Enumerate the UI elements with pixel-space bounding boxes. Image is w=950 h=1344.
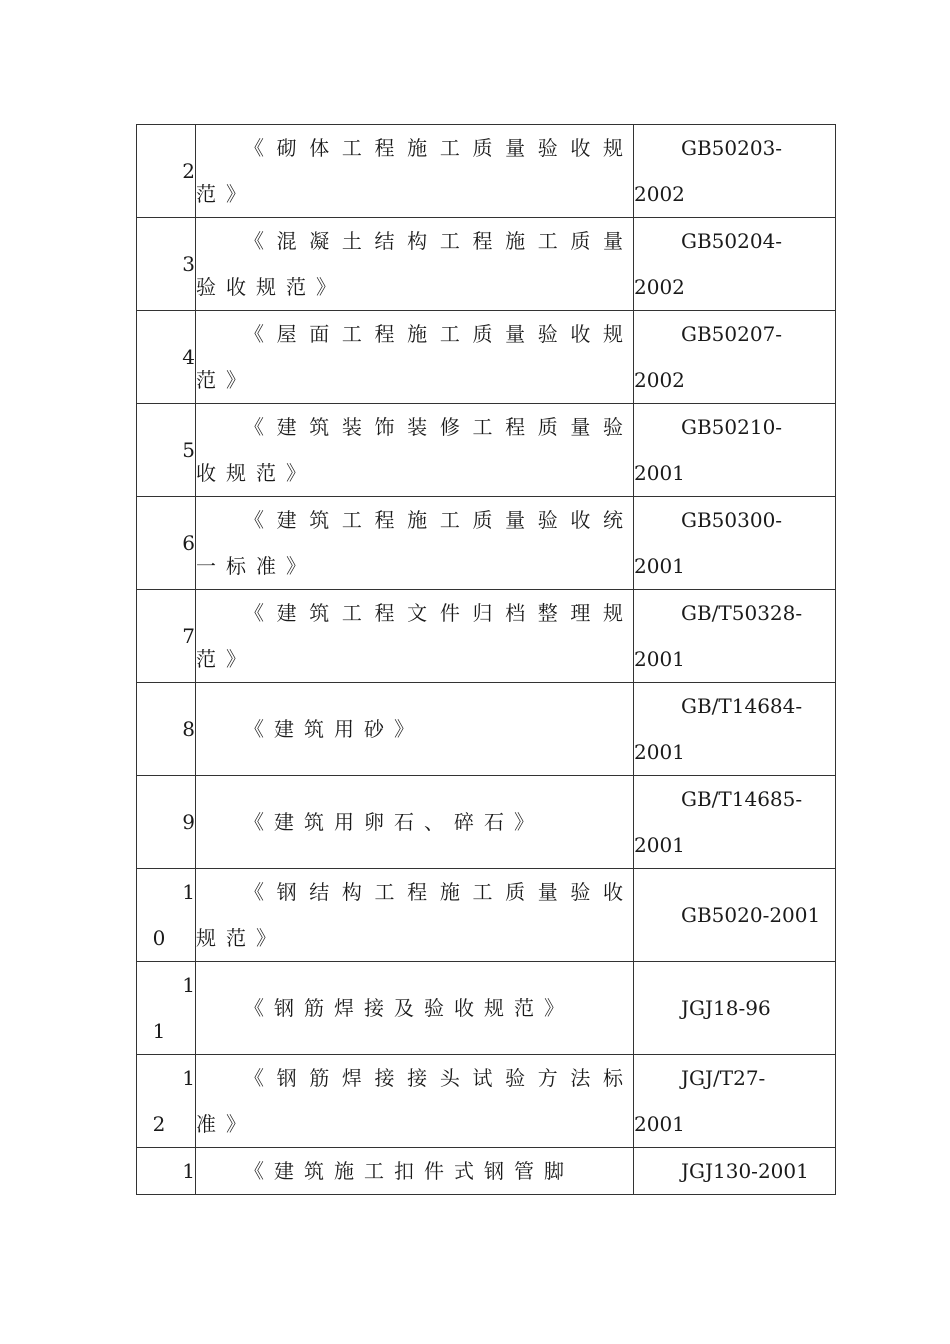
standard-title-text: 《建筑用卵石、碎石》 (244, 810, 544, 834)
standard-title (196, 1148, 634, 1195)
standard-title (196, 311, 634, 404)
table-row (137, 311, 836, 404)
standard-code (634, 404, 836, 497)
standard-title (196, 683, 634, 776)
standard-title-text: 《钢筋焊接及验收规范》 (244, 996, 574, 1020)
table-row (137, 218, 836, 311)
table-row (137, 1055, 836, 1148)
row-number-part: 7 (182, 624, 195, 648)
standard-title (196, 962, 634, 1055)
standard-title (196, 776, 634, 869)
row-number (137, 590, 196, 683)
row-number (137, 125, 196, 218)
row-number (137, 776, 196, 869)
row-number (137, 497, 196, 590)
standard-code-part: 2001 (634, 647, 685, 671)
row-number (137, 404, 196, 497)
standard-title-text: 《建筑工程文件归档整理规范》 (196, 601, 633, 671)
row-number-part: 1 (182, 880, 195, 904)
standard-code-part: JGJ130-2001 (681, 1159, 809, 1183)
table-row (137, 125, 836, 218)
standard-title (196, 497, 634, 590)
standard-code-part: 2001 (634, 461, 685, 485)
table-row (137, 962, 836, 1055)
row-number (137, 311, 196, 404)
table-row (137, 776, 836, 869)
standard-title (196, 590, 634, 683)
standard-title-text: 《钢结构工程施工质量验收规范》 (196, 880, 633, 950)
standard-title-text: 《屋面工程施工质量验收规范》 (196, 322, 633, 392)
table-row (137, 404, 836, 497)
standard-title (196, 869, 634, 962)
standard-code-part: 2002 (634, 368, 685, 392)
row-number (137, 962, 196, 1055)
standard-code (634, 683, 836, 776)
row-number (137, 869, 196, 962)
row-number-part: 6 (182, 531, 195, 555)
standard-title-text: 《建筑装饰装修工程质量验收规范》 (196, 415, 633, 485)
standard-code (634, 218, 836, 311)
table-row (137, 590, 836, 683)
standard-title-text: 《钢筋焊接接头试验方法标准》 (196, 1066, 633, 1136)
standard-code-part: 2001 (634, 1112, 685, 1136)
standard-code-part: JGJ18-96 (681, 996, 771, 1020)
standard-code (634, 1148, 836, 1195)
standard-code (634, 311, 836, 404)
standard-code (634, 590, 836, 683)
row-number-part: 9 (182, 810, 195, 834)
standard-code-part: 2002 (634, 275, 685, 299)
standard-code-part: GB50204- (681, 229, 783, 253)
row-number-part: 5 (182, 438, 195, 462)
standard-code (634, 1055, 836, 1148)
standard-title-text: 《砌体工程施工质量验收规范》 (196, 136, 633, 206)
standard-code-part: GB/T14684- (681, 694, 803, 718)
standard-code-part: 2001 (634, 833, 685, 857)
standard-code (634, 497, 836, 590)
standard-code-part: GB50203- (681, 136, 783, 160)
row-number (137, 1055, 196, 1148)
standard-code-part: GB/T50328- (681, 601, 803, 625)
standard-title-text: 《建筑工程施工质量验收统一标准》 (196, 508, 633, 578)
table-row (137, 1148, 836, 1195)
row-number (137, 218, 196, 311)
row-number-part: 2 (152, 1112, 166, 1136)
standard-code-part: GB50300- (681, 508, 783, 532)
row-number-part: 1 (182, 973, 195, 997)
standard-code (634, 125, 836, 218)
standard-code-part: GB50210- (681, 415, 783, 439)
standards-table (136, 124, 836, 1195)
row-number-part: 1 (152, 1019, 166, 1043)
row-number-part: 1 (182, 1159, 195, 1183)
row-number-part: 1 (182, 1066, 195, 1090)
standard-title-text: 《建筑施工扣件式钢管脚 (244, 1159, 574, 1183)
standard-code-part: 2002 (634, 182, 685, 206)
row-number (137, 683, 196, 776)
standard-title-text: 《建筑用砂》 (244, 717, 424, 741)
standard-code-part: 2001 (634, 740, 685, 764)
standard-title (196, 218, 634, 311)
standard-code-part: JGJ/T27- (681, 1066, 766, 1090)
standard-title (196, 125, 634, 218)
row-number-part: 8 (182, 717, 195, 741)
row-number-part: 2 (182, 159, 195, 183)
row-number-part: 4 (182, 345, 195, 369)
row-number-part: 3 (182, 252, 195, 276)
standard-title-text: 《混凝土结构工程施工质量验收规范》 (196, 229, 633, 299)
row-number-part: 0 (152, 926, 166, 950)
row-number (137, 1148, 196, 1195)
standard-code-part: 2001 (634, 554, 685, 578)
standard-code-part: GB50207- (681, 322, 783, 346)
standard-code (634, 776, 836, 869)
table-row (137, 497, 836, 590)
table-row (137, 683, 836, 776)
standard-code-part: GB/T14685- (681, 787, 803, 811)
standard-title (196, 1055, 634, 1148)
standard-title (196, 404, 634, 497)
table-row (137, 869, 836, 962)
standard-code (634, 869, 836, 962)
standard-code (634, 962, 836, 1055)
standard-code-part: GB5020-2001 (681, 903, 821, 927)
